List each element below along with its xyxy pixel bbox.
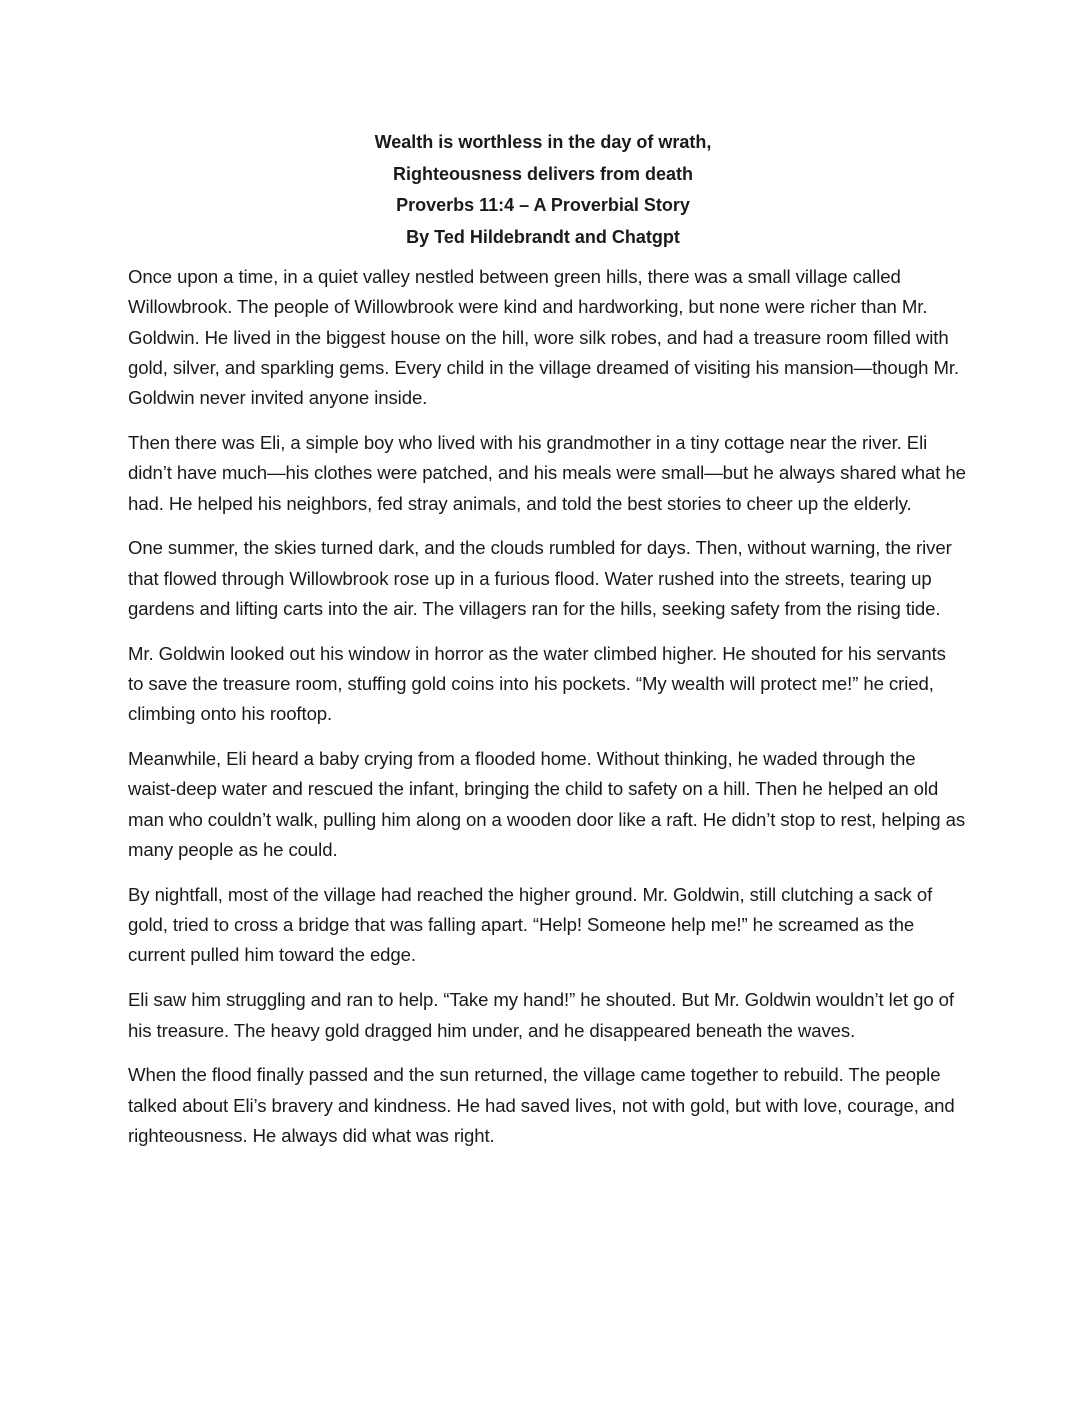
title-line-3: Proverbs 11:4 – A Proverbial Story [396, 195, 690, 215]
paragraph-3: One summer, the skies turned dark, and the clouds rumbled for days. Then, without warning, the river that flowed through Willowbrook rose up in a furious flood. Water rushed into the streets, tearing up gardens and lifting carts into the air. The villagers ran for the hills, seeking safety from the rising tide. [128, 537, 952, 619]
paragraph-8: When the flood finally passed and the sun returned, the village came together to rebuild. The people talked about Eli’s bravery and kindness. He had saved lives, not with gold, but with love, courage, and righteousness. He always did what was right. [128, 1064, 955, 1146]
paragraph-7: Eli saw him struggling and ran to help. “Take my hand!” he shouted. But Mr. Goldwin wouldn’t let go of his treasure. The heavy gold dragged him under, and he disappeared beneath the waves. [128, 989, 954, 1041]
paragraph-1: Once upon a time, in a quiet valley nestled between green hills, there was a small village called Willowbrook. The people of Willowbrook were kind and hardworking, but none were richer than Mr. Goldwin. He lived in the biggest house on the hill, wore silk robes, and had a treasure room filled with gold, silver, and sparkling gems. Every child in the village dreamed of visiting his mansion—though Mr. Goldwin never invited anyone inside. [128, 266, 959, 409]
paragraph-4: Mr. Goldwin looked out his window in horror as the water climbed higher. He shouted for his servants to save the treasure room, stuffing gold coins into his pockets. “My wealth will protect me!” he cried, climbing onto his rooftop. [128, 642, 946, 725]
title-block [128, 127, 958, 253]
title-line-4: By Ted Hildebrandt and Chatgpt [406, 226, 680, 247]
paragraph-5: Meanwhile, Eli heard a baby crying from a flooded home. Without thinking, he waded through the waist-deep water and rescued the infant, bringing the child to safety on a hill. Then he helped an old man who couldn’t walk, pulling him along on a wooden door like a raft. He didn’t stop to rest, helping as many people as he could. [128, 748, 966, 861]
paragraph-2: Then there was Eli, a simple boy who lived with his grandmother in a tiny cottage near the river. Eli didn’t have much—his clothes were patched, and his meals were small—but he always shared what he had. He helped his neighbors, fed stray animals, and told the best stories to cheer up the elderly. [128, 431, 966, 514]
title-line-1: Wealth is worthless in the day of wrath, [374, 132, 712, 152]
title-line-2: Righteousness delivers from death [392, 163, 694, 184]
story-body [128, 262, 966, 1166]
paragraph-6: By nightfall, most of the village had reached the higher ground. Mr. Goldwin, still clutching a sack of gold, tried to cross a bridge that was falling apart. “Help! Someone help me!” he screamed as the current pulled him toward the edge. [128, 883, 933, 966]
